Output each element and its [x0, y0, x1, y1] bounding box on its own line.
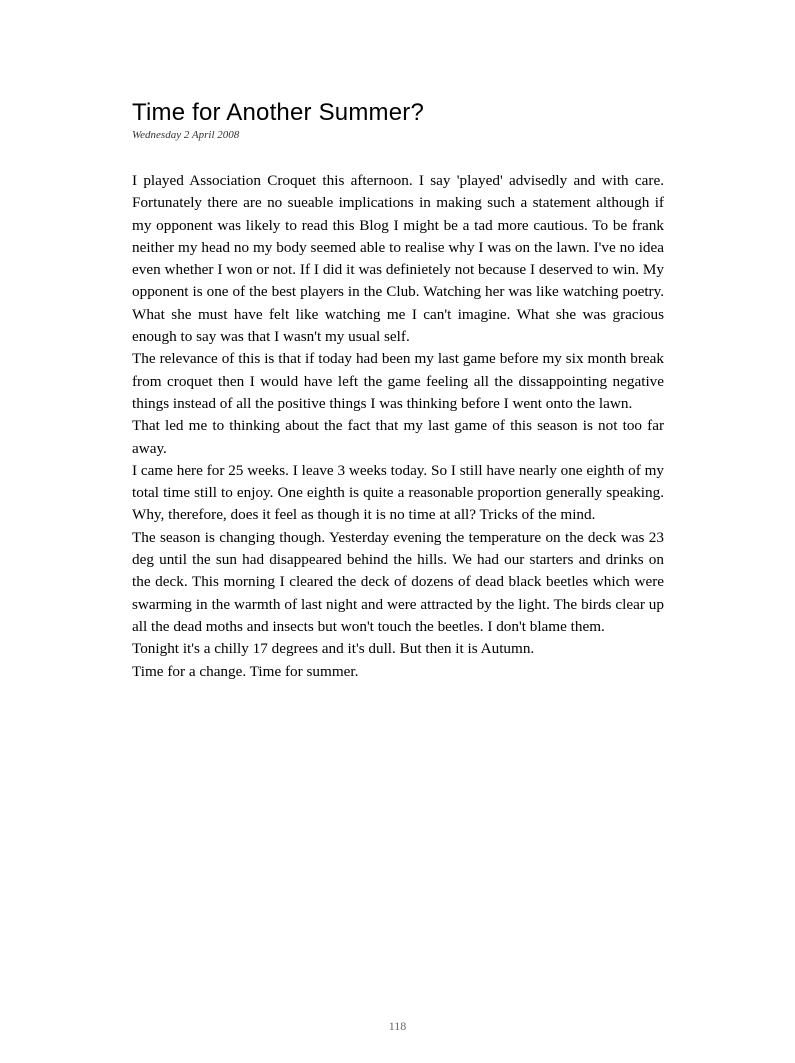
paragraph: The season is changing though. Yesterday evening the temperature on the deck was 23 deg until the sun had disappeared behind the hills. We had our starters and drinks on the deck. This morning I cleared the deck of dozens of dead black beetles which were swarming in the warmth of last night and were attracted by the light. The birds clear up all the dead moths and insects but won't touch the beetles. I don't blame them.: [132, 528, 664, 635]
article-title: Time for Another Summer?: [132, 99, 425, 126]
paragraph: I played Association Croquet this afternoon. I say 'played' advisedly and with care. Fortunately there are no sueable implications in making such a statement although if my opponent was likely to read this Blog I might be a tad more cautious. To be frank neither my head no my body seemed able to realise why I was on the lawn. I've no idea even whether I won or not. If I did it was definietely not because I deserved to win. My opponent is one of the best players in the Club. Watching her was like watching poetry. What she must have felt like watching me I can't imagine. What she was gracious enough to say was that I wasn't my usual self.: [132, 172, 664, 346]
article: [132, 98, 664, 683]
paragraph: That led me to thinking about the fact that my last game of this season is not too far away.: [132, 417, 664, 457]
paragraph: Tonight it's a chilly 17 degrees and it's dull. But then it is Autumn.: [132, 640, 535, 658]
page-number: 118: [388, 1019, 407, 1033]
paragraph: The relevance of this is that if today had been my last game before my six month break from croquet then I would have left the game feeling all the dissappointing negative things instead of all the positive things I was thinking before I went onto the lawn.: [132, 350, 664, 412]
paragraph: Time for a change. Time for summer.: [132, 662, 359, 680]
article-body: [132, 170, 664, 683]
article-date: Wednesday 2 April 2008: [132, 129, 240, 141]
paragraph: I came here for 25 weeks. I leave 3 weeks today. So I still have nearly one eighth of my total time still to enjoy. One eighth is quite a reasonable proportion generally speaking. Why, therefore, does it feel as though it is no time at all? Tricks of the mind.: [132, 461, 664, 524]
